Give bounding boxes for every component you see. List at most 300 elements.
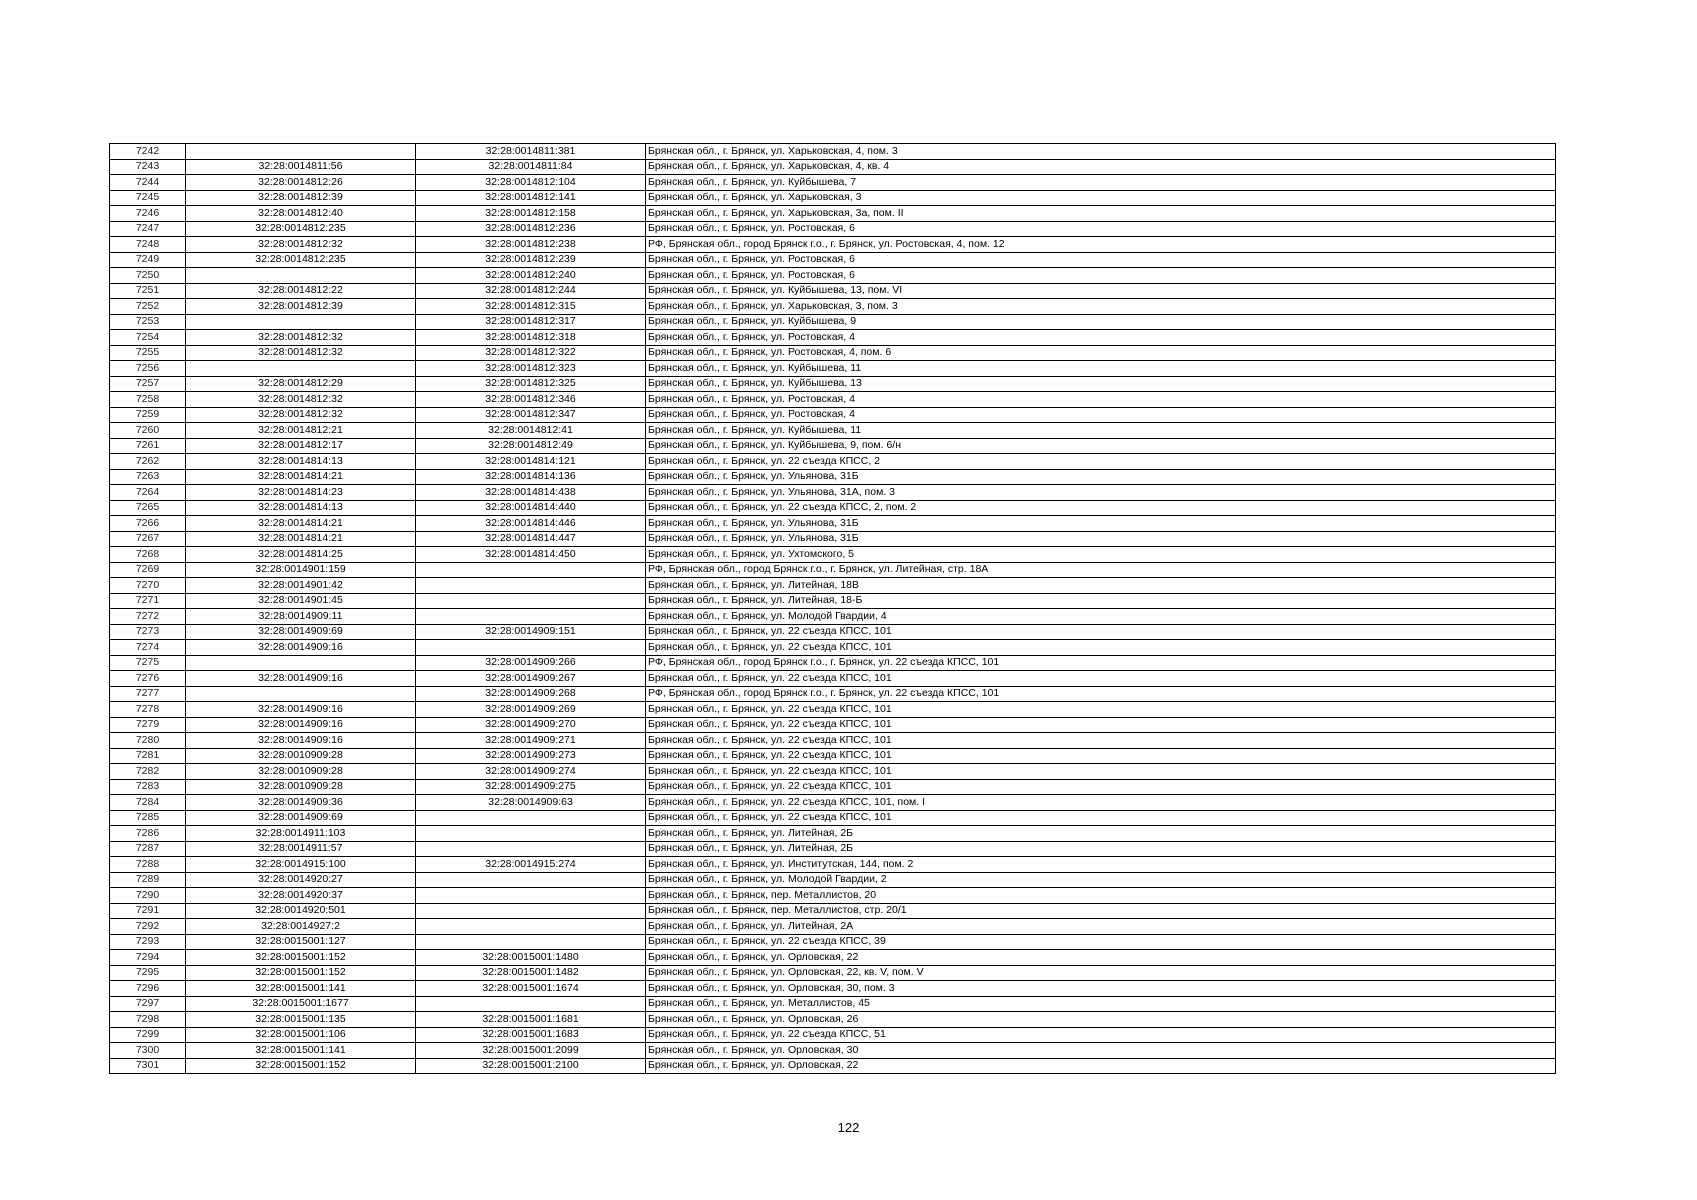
object-cadastral-number-cell: [416, 841, 646, 857]
row-number-cell: 7290: [110, 888, 186, 904]
row-number-cell: 7280: [110, 733, 186, 749]
row-number-cell: 7247: [110, 221, 186, 237]
land-plot-number-cell: 32:28:0014901:42: [186, 578, 416, 594]
address-cell: Брянская обл., г. Брянск, ул. Харьковская, 3а, пом. II: [646, 206, 1556, 222]
row-number-cell: 7299: [110, 1027, 186, 1043]
table-row: [110, 655, 1556, 671]
object-cadastral-number-cell: 32:28:0014812:323: [416, 361, 646, 377]
table-row: [110, 795, 1556, 811]
object-cadastral-number-cell: 32:28:0014812:346: [416, 392, 646, 408]
land-plot-number-cell: 32:28:0014814:23: [186, 485, 416, 501]
row-number-cell: 7260: [110, 423, 186, 439]
land-plot-number-cell: 32:28:0015001:135: [186, 1012, 416, 1028]
land-plot-number-cell: 32:28:0010909:28: [186, 748, 416, 764]
address-cell: Брянская обл., г. Брянск, ул. Орловская, 30, пом. 3: [646, 981, 1556, 997]
table-row: [110, 640, 1556, 656]
object-cadastral-number-cell: 32:28:0014814:438: [416, 485, 646, 501]
address-cell: Брянская обл., г. Брянск, ул. Литейная, 2Б: [646, 841, 1556, 857]
land-plot-number-cell: 32:28:0015001:152: [186, 950, 416, 966]
land-plot-number-cell: 32:28:0015001:152: [186, 965, 416, 981]
row-number-cell: 7297: [110, 996, 186, 1012]
table-row: [110, 516, 1556, 532]
address-cell: Брянская обл., г. Брянск, ул. Ухтомского, 5: [646, 547, 1556, 563]
land-plot-number-cell: 32:28:0014814:13: [186, 500, 416, 516]
address-cell: Брянская обл., г. Брянск, пер. Металлистов, стр. 20/1: [646, 903, 1556, 919]
row-number-cell: 7272: [110, 609, 186, 625]
address-cell: Брянская обл., г. Брянск, ул. Харьковская, 3: [646, 190, 1556, 206]
object-cadastral-number-cell: 32:28:0015001:1683: [416, 1027, 646, 1043]
address-cell: РФ, Брянская обл., город Брянск г.о., г. Брянск, ул. Ростовская, 4, пом. 12: [646, 237, 1556, 253]
row-number-cell: 7276: [110, 671, 186, 687]
table-row: [110, 361, 1556, 377]
row-number-cell: 7256: [110, 361, 186, 377]
row-number-cell: 7287: [110, 841, 186, 857]
address-cell: Брянская обл., г. Брянск, ул. Ростовская, 6: [646, 268, 1556, 284]
address-cell: Брянская обл., г. Брянск, ул. Ульянова, 31Б: [646, 531, 1556, 547]
table-row: [110, 717, 1556, 733]
row-number-cell: 7273: [110, 624, 186, 640]
address-cell: Брянская обл., г. Брянск, ул. 22 съезда КПСС, 101: [646, 671, 1556, 687]
object-cadastral-number-cell: 32:28:0014812:317: [416, 314, 646, 330]
address-cell: РФ, Брянская обл., город Брянск г.о., г. Брянск, ул. 22 съезда КПСС, 101: [646, 655, 1556, 671]
row-number-cell: 7294: [110, 950, 186, 966]
object-cadastral-number-cell: 32:28:0015001:1681: [416, 1012, 646, 1028]
land-plot-number-cell: 32:28:0014909:16: [186, 640, 416, 656]
row-number-cell: 7243: [110, 159, 186, 175]
object-cadastral-number-cell: 32:28:0014812:322: [416, 345, 646, 361]
address-cell: Брянская обл., г. Брянск, ул. Орловская, 22: [646, 950, 1556, 966]
address-cell: Брянская обл., г. Брянск, ул. 22 съезда КПСС, 101: [646, 810, 1556, 826]
address-cell: Брянская обл., г. Брянск, ул. Литейная, 2А: [646, 919, 1556, 935]
address-cell: Брянская обл., г. Брянск, ул. 22 съезда КПСС, 101: [646, 764, 1556, 780]
object-cadastral-number-cell: 32:28:0015001:2099: [416, 1043, 646, 1059]
land-plot-number-cell: 32:28:0014909:16: [186, 717, 416, 733]
address-cell: Брянская обл., г. Брянск, ул. Ростовская, 4: [646, 407, 1556, 423]
object-cadastral-number-cell: [416, 609, 646, 625]
row-number-cell: 7293: [110, 934, 186, 950]
land-plot-number-cell: 32:28:0014920:501: [186, 903, 416, 919]
land-plot-number-cell: 32:28:0014909:16: [186, 733, 416, 749]
table-row: [110, 857, 1556, 873]
land-plot-number-cell: 32:28:0014812:39: [186, 190, 416, 206]
land-plot-number-cell: [186, 686, 416, 702]
row-number-cell: 7285: [110, 810, 186, 826]
table-row: [110, 175, 1556, 191]
address-cell: Брянская обл., г. Брянск, ул. 22 съезда КПСС, 101: [646, 624, 1556, 640]
table-row: [110, 252, 1556, 268]
table-row: [110, 299, 1556, 315]
object-cadastral-number-cell: 32:28:0014909:63: [416, 795, 646, 811]
land-plot-number-cell: 32:28:0014909:69: [186, 624, 416, 640]
land-plot-number-cell: 32:28:0014812:32: [186, 330, 416, 346]
row-number-cell: 7300: [110, 1043, 186, 1059]
table-row: [110, 826, 1556, 842]
row-number-cell: 7301: [110, 1058, 186, 1074]
row-number-cell: 7289: [110, 872, 186, 888]
table-row: [110, 314, 1556, 330]
row-number-cell: 7249: [110, 252, 186, 268]
row-number-cell: 7295: [110, 965, 186, 981]
object-cadastral-number-cell: 32:28:0014812:238: [416, 237, 646, 253]
table-row: [110, 1043, 1556, 1059]
object-cadastral-number-cell: [416, 996, 646, 1012]
land-plot-number-cell: 32:28:0014812:235: [186, 252, 416, 268]
table-row: [110, 454, 1556, 470]
address-cell: Брянская обл., г. Брянск, пер. Металлистов, 20: [646, 888, 1556, 904]
table-row: [110, 950, 1556, 966]
land-plot-number-cell: 32:28:0014811:56: [186, 159, 416, 175]
object-cadastral-number-cell: 32:28:0014909:274: [416, 764, 646, 780]
address-cell: Брянская обл., г. Брянск, ул. Ростовская, 4: [646, 392, 1556, 408]
address-cell: Брянская обл., г. Брянск, ул. 22 съезда КПСС, 101: [646, 702, 1556, 718]
land-plot-number-cell: 32:28:0014909:36: [186, 795, 416, 811]
land-plot-number-cell: 32:28:0014909:69: [186, 810, 416, 826]
object-cadastral-number-cell: [416, 826, 646, 842]
land-plot-number-cell: 32:28:0014812:32: [186, 392, 416, 408]
object-cadastral-number-cell: 32:28:0014814:121: [416, 454, 646, 470]
land-plot-number-cell: 32:28:0014812:39: [186, 299, 416, 315]
land-plot-number-cell: 32:28:0014814:21: [186, 469, 416, 485]
table-row: [110, 237, 1556, 253]
object-cadastral-number-cell: 32:28:0014814:447: [416, 531, 646, 547]
table-row: [110, 748, 1556, 764]
address-cell: Брянская обл., г. Брянск, ул. Ростовская, 4: [646, 330, 1556, 346]
land-plot-number-cell: 32:28:0010909:28: [186, 779, 416, 795]
object-cadastral-number-cell: 32:28:0014909:270: [416, 717, 646, 733]
table-row: [110, 190, 1556, 206]
row-number-cell: 7263: [110, 469, 186, 485]
object-cadastral-number-cell: 32:28:0014812:158: [416, 206, 646, 222]
address-cell: Брянская обл., г. Брянск, ул. Куйбышева, 9: [646, 314, 1556, 330]
land-plot-number-cell: 32:28:0014920:27: [186, 872, 416, 888]
table-row: [110, 268, 1556, 284]
address-cell: Брянская обл., г. Брянск, ул. 22 съезда КПСС, 101: [646, 640, 1556, 656]
address-cell: Брянская обл., г. Брянск, ул. Харьковская, 3, пом. 3: [646, 299, 1556, 315]
object-cadastral-number-cell: 32:28:0014812:41: [416, 423, 646, 439]
object-cadastral-number-cell: 32:28:0014909:271: [416, 733, 646, 749]
land-plot-number-cell: [186, 361, 416, 377]
table-row: [110, 438, 1556, 454]
land-plot-number-cell: 32:28:0014920:37: [186, 888, 416, 904]
object-cadastral-number-cell: [416, 903, 646, 919]
address-cell: Брянская обл., г. Брянск, ул. 22 съезда КПСС, 2, пом. 2: [646, 500, 1556, 516]
table-row: [110, 609, 1556, 625]
row-number-cell: 7267: [110, 531, 186, 547]
row-number-cell: 7284: [110, 795, 186, 811]
land-plot-number-cell: 32:28:0015001:141: [186, 981, 416, 997]
land-plot-number-cell: 32:28:0015001:1677: [186, 996, 416, 1012]
table-row: [110, 593, 1556, 609]
row-number-cell: 7298: [110, 1012, 186, 1028]
object-cadastral-number-cell: [416, 872, 646, 888]
row-number-cell: 7259: [110, 407, 186, 423]
land-plot-number-cell: 32:28:0014812:32: [186, 345, 416, 361]
object-cadastral-number-cell: 32:28:0015001:1482: [416, 965, 646, 981]
object-cadastral-number-cell: 32:28:0014814:136: [416, 469, 646, 485]
row-number-cell: 7274: [110, 640, 186, 656]
table-row: [110, 779, 1556, 795]
row-number-cell: 7286: [110, 826, 186, 842]
land-plot-number-cell: 32:28:0014814:21: [186, 531, 416, 547]
land-plot-number-cell: 32:28:0014812:26: [186, 175, 416, 191]
address-cell: Брянская обл., г. Брянск, ул. Ульянова, 31Б: [646, 516, 1556, 532]
row-number-cell: 7279: [110, 717, 186, 733]
row-number-cell: 7296: [110, 981, 186, 997]
land-plot-number-cell: 32:28:0014812:32: [186, 237, 416, 253]
address-cell: Брянская обл., г. Брянск, ул. Молодой Гвардии, 2: [646, 872, 1556, 888]
land-plot-number-cell: 32:28:0010909:28: [186, 764, 416, 780]
object-cadastral-number-cell: 32:28:0014909:267: [416, 671, 646, 687]
land-plot-number-cell: 32:28:0014814:25: [186, 547, 416, 563]
land-plot-number-cell: 32:28:0014909:16: [186, 671, 416, 687]
table-row: [110, 376, 1556, 392]
address-cell: Брянская обл., г. Брянск, ул. Институтская, 144, пом. 2: [646, 857, 1556, 873]
address-cell: Брянская обл., г. Брянск, ул. Ростовская, 6: [646, 252, 1556, 268]
object-cadastral-number-cell: 32:28:0014812:244: [416, 283, 646, 299]
row-number-cell: 7265: [110, 500, 186, 516]
table-row: [110, 144, 1556, 160]
land-plot-number-cell: 32:28:0014901:159: [186, 562, 416, 578]
address-cell: Брянская обл., г. Брянск, ул. 22 съезда КПСС, 101: [646, 717, 1556, 733]
table-row: [110, 965, 1556, 981]
object-cadastral-number-cell: 32:28:0015001:2100: [416, 1058, 646, 1074]
table-row: [110, 407, 1556, 423]
object-cadastral-number-cell: 32:28:0014811:381: [416, 144, 646, 160]
row-number-cell: 7258: [110, 392, 186, 408]
object-cadastral-number-cell: [416, 562, 646, 578]
object-cadastral-number-cell: 32:28:0014812:239: [416, 252, 646, 268]
table-row: [110, 345, 1556, 361]
land-plot-number-cell: 32:28:0014911:57: [186, 841, 416, 857]
object-cadastral-number-cell: 32:28:0014909:275: [416, 779, 646, 795]
row-number-cell: 7252: [110, 299, 186, 315]
row-number-cell: 7254: [110, 330, 186, 346]
row-number-cell: 7242: [110, 144, 186, 160]
row-number-cell: 7278: [110, 702, 186, 718]
object-cadastral-number-cell: 32:28:0014909:269: [416, 702, 646, 718]
address-cell: Брянская обл., г. Брянск, ул. Ростовская, 6: [646, 221, 1556, 237]
table-row: [110, 547, 1556, 563]
land-plot-number-cell: 32:28:0014927:2: [186, 919, 416, 935]
row-number-cell: 7271: [110, 593, 186, 609]
address-cell: Брянская обл., г. Брянск, ул. Ростовская, 4, пом. 6: [646, 345, 1556, 361]
row-number-cell: 7264: [110, 485, 186, 501]
table-row: [110, 671, 1556, 687]
land-plot-number-cell: 32:28:0014812:22: [186, 283, 416, 299]
object-cadastral-number-cell: 32:28:0014812:49: [416, 438, 646, 454]
table-row: [110, 764, 1556, 780]
address-cell: Брянская обл., г. Брянск, ул. Орловская, 22: [646, 1058, 1556, 1074]
row-number-cell: 7261: [110, 438, 186, 454]
land-plot-number-cell: 32:28:0014814:13: [186, 454, 416, 470]
address-cell: Брянская обл., г. Брянск, ул. Молодой Гвардии, 4: [646, 609, 1556, 625]
table-body: [110, 144, 1556, 1074]
row-number-cell: 7266: [110, 516, 186, 532]
table-row: [110, 469, 1556, 485]
object-cadastral-number-cell: [416, 810, 646, 826]
table-row: [110, 888, 1556, 904]
land-plot-number-cell: 32:28:0014812:235: [186, 221, 416, 237]
object-cadastral-number-cell: 32:28:0014812:347: [416, 407, 646, 423]
object-cadastral-number-cell: [416, 888, 646, 904]
address-cell: РФ, Брянская обл., город Брянск г.о., г. Брянск, ул. 22 съезда КПСС, 101: [646, 686, 1556, 702]
row-number-cell: 7268: [110, 547, 186, 563]
land-plot-number-cell: [186, 144, 416, 160]
table-row: [110, 733, 1556, 749]
object-cadastral-number-cell: 32:28:0014915:274: [416, 857, 646, 873]
object-cadastral-number-cell: 32:28:0015001:1480: [416, 950, 646, 966]
table-row: [110, 1012, 1556, 1028]
table-row: [110, 578, 1556, 594]
land-plot-number-cell: [186, 268, 416, 284]
land-plot-number-cell: [186, 314, 416, 330]
row-number-cell: 7253: [110, 314, 186, 330]
object-cadastral-number-cell: 32:28:0014909:266: [416, 655, 646, 671]
cadastral-table: [109, 143, 1556, 1074]
row-number-cell: 7291: [110, 903, 186, 919]
row-number-cell: 7281: [110, 748, 186, 764]
address-cell: Брянская обл., г. Брянск, ул. Куйбышева, 9, пом. 6/н: [646, 438, 1556, 454]
object-cadastral-number-cell: 32:28:0014909:273: [416, 748, 646, 764]
address-cell: Брянская обл., г. Брянск, ул. 22 съезда КПСС, 51: [646, 1027, 1556, 1043]
address-cell: Брянская обл., г. Брянск, ул. Литейная, 18-Б: [646, 593, 1556, 609]
address-cell: Брянская обл., г. Брянск, ул. Литейная, 18В: [646, 578, 1556, 594]
object-cadastral-number-cell: 32:28:0014812:325: [416, 376, 646, 392]
object-cadastral-number-cell: [416, 640, 646, 656]
land-plot-number-cell: 32:28:0014812:40: [186, 206, 416, 222]
address-cell: Брянская обл., г. Брянск, ул. Орловская, 26: [646, 1012, 1556, 1028]
object-cadastral-number-cell: 32:28:0014812:141: [416, 190, 646, 206]
land-plot-number-cell: 32:28:0014915:100: [186, 857, 416, 873]
row-number-cell: 7275: [110, 655, 186, 671]
object-cadastral-number-cell: [416, 578, 646, 594]
object-cadastral-number-cell: 32:28:0014812:240: [416, 268, 646, 284]
address-cell: Брянская обл., г. Брянск, ул. 22 съезда КПСС, 39: [646, 934, 1556, 950]
address-cell: Брянская обл., г. Брянск, ул. 22 съезда КПСС, 101: [646, 748, 1556, 764]
table-row: [110, 919, 1556, 935]
table-row: [110, 841, 1556, 857]
table-row: [110, 221, 1556, 237]
land-plot-number-cell: 32:28:0014814:21: [186, 516, 416, 532]
address-cell: Брянская обл., г. Брянск, ул. Куйбышева, 13: [646, 376, 1556, 392]
row-number-cell: 7288: [110, 857, 186, 873]
land-plot-number-cell: 32:28:0014812:29: [186, 376, 416, 392]
row-number-cell: 7246: [110, 206, 186, 222]
address-cell: Брянская обл., г. Брянск, ул. Куйбышева, 7: [646, 175, 1556, 191]
land-plot-number-cell: 32:28:0014911:103: [186, 826, 416, 842]
address-cell: Брянская обл., г. Брянск, ул. Харьковская, 4, пом. 3: [646, 144, 1556, 160]
object-cadastral-number-cell: 32:28:0014909:268: [416, 686, 646, 702]
row-number-cell: 7282: [110, 764, 186, 780]
page-number: 122: [837, 1120, 860, 1135]
table-row: [110, 981, 1556, 997]
address-cell: Брянская обл., г. Брянск, ул. Ульянова, 31А, пом. 3: [646, 485, 1556, 501]
table-row: [110, 624, 1556, 640]
table-row: [110, 562, 1556, 578]
address-cell: Брянская обл., г. Брянск, ул. Орловская, 22, кв. V, пом. V: [646, 965, 1556, 981]
address-cell: Брянская обл., г. Брянск, ул. 22 съезда КПСС, 101, пом. I: [646, 795, 1556, 811]
address-cell: Брянская обл., г. Брянск, ул. Куйбышева, 13, пом. VI: [646, 283, 1556, 299]
table-row: [110, 206, 1556, 222]
object-cadastral-number-cell: [416, 919, 646, 935]
table-row: [110, 500, 1556, 516]
address-cell: Брянская обл., г. Брянск, ул. Куйбышева, 11: [646, 361, 1556, 377]
land-plot-number-cell: 32:28:0014909:11: [186, 609, 416, 625]
object-cadastral-number-cell: 32:28:0014812:315: [416, 299, 646, 315]
row-number-cell: 7269: [110, 562, 186, 578]
table-row: [110, 810, 1556, 826]
object-cadastral-number-cell: [416, 593, 646, 609]
row-number-cell: 7283: [110, 779, 186, 795]
address-cell: Брянская обл., г. Брянск, ул. Харьковская, 4, кв. 4: [646, 159, 1556, 175]
object-cadastral-number-cell: 32:28:0014812:236: [416, 221, 646, 237]
row-number-cell: 7292: [110, 919, 186, 935]
land-plot-number-cell: 32:28:0014812:17: [186, 438, 416, 454]
row-number-cell: 7277: [110, 686, 186, 702]
row-number-cell: 7248: [110, 237, 186, 253]
table-row: [110, 531, 1556, 547]
object-cadastral-number-cell: 32:28:0015001:1674: [416, 981, 646, 997]
table-row: [110, 330, 1556, 346]
land-plot-number-cell: 32:28:0015001:106: [186, 1027, 416, 1043]
table-row: [110, 1058, 1556, 1074]
address-cell: Брянская обл., г. Брянск, ул. Литейная, 2Б: [646, 826, 1556, 842]
row-number-cell: 7262: [110, 454, 186, 470]
table-row: [110, 934, 1556, 950]
table-row: [110, 159, 1556, 175]
table-row: [110, 872, 1556, 888]
row-number-cell: 7251: [110, 283, 186, 299]
object-cadastral-number-cell: [416, 934, 646, 950]
address-cell: Брянская обл., г. Брянск, ул. 22 съезда КПСС, 2: [646, 454, 1556, 470]
row-number-cell: 7255: [110, 345, 186, 361]
land-plot-number-cell: [186, 655, 416, 671]
address-cell: Брянская обл., г. Брянск, ул. 22 съезда КПСС, 101: [646, 779, 1556, 795]
object-cadastral-number-cell: 32:28:0014812:104: [416, 175, 646, 191]
land-plot-number-cell: 32:28:0015001:141: [186, 1043, 416, 1059]
table-row: [110, 903, 1556, 919]
table-row: [110, 1027, 1556, 1043]
table-row: [110, 702, 1556, 718]
row-number-cell: 7257: [110, 376, 186, 392]
table-row: [110, 686, 1556, 702]
land-plot-number-cell: 32:28:0015001:127: [186, 934, 416, 950]
object-cadastral-number-cell: 32:28:0014814:446: [416, 516, 646, 532]
row-number-cell: 7270: [110, 578, 186, 594]
land-plot-number-cell: 32:28:0015001:152: [186, 1058, 416, 1074]
address-cell: Брянская обл., г. Брянск, ул. Ульянова, 31Б: [646, 469, 1556, 485]
row-number-cell: 7245: [110, 190, 186, 206]
object-cadastral-number-cell: 32:28:0014814:450: [416, 547, 646, 563]
address-cell: Брянская обл., г. Брянск, ул. Металлистов, 45: [646, 996, 1556, 1012]
object-cadastral-number-cell: 32:28:0014814:440: [416, 500, 646, 516]
object-cadastral-number-cell: 32:28:0014811:84: [416, 159, 646, 175]
land-plot-number-cell: 32:28:0014812:32: [186, 407, 416, 423]
row-number-cell: 7244: [110, 175, 186, 191]
table-row: [110, 996, 1556, 1012]
land-plot-number-cell: 32:28:0014909:16: [186, 702, 416, 718]
row-number-cell: 7250: [110, 268, 186, 284]
address-cell: Брянская обл., г. Брянск, ул. Куйбышева, 11: [646, 423, 1556, 439]
address-cell: РФ, Брянская обл., город Брянск г.о., г. Брянск, ул. Литейная, стр. 18А: [646, 562, 1556, 578]
object-cadastral-number-cell: 32:28:0014909:151: [416, 624, 646, 640]
address-cell: Брянская обл., г. Брянск, ул. 22 съезда КПСС, 101: [646, 733, 1556, 749]
object-cadastral-number-cell: 32:28:0014812:318: [416, 330, 646, 346]
table-row: [110, 283, 1556, 299]
table-row: [110, 423, 1556, 439]
address-cell: Брянская обл., г. Брянск, ул. Орловская, 30: [646, 1043, 1556, 1059]
table-row: [110, 392, 1556, 408]
